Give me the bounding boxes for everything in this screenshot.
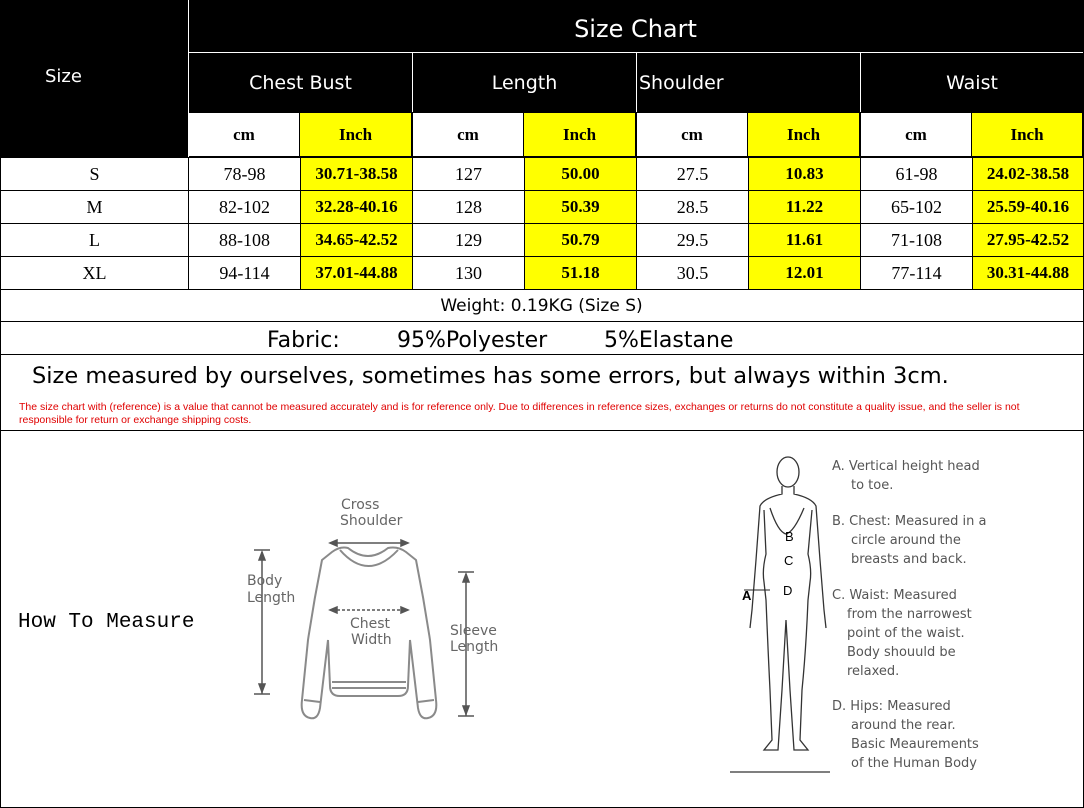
cm-cell: 77-114 xyxy=(861,257,973,290)
table-row xyxy=(1,158,1084,191)
cm-cell: 94-114 xyxy=(189,257,301,290)
fabric-elastane: 5%Elastane xyxy=(604,328,734,353)
body-description-line: point of the waist. xyxy=(847,626,965,641)
marker-d: D xyxy=(783,583,793,598)
inch-cell: 11.61 xyxy=(749,224,861,257)
cm-cell: 27.5 xyxy=(637,158,749,191)
table-row xyxy=(1,191,1084,224)
body-description-line: of the Human Body xyxy=(851,756,977,771)
inch-cell: 27.95-42.52 xyxy=(973,224,1084,257)
inch-cell: 24.02-38.58 xyxy=(973,158,1084,191)
body-length-label-2: Length xyxy=(247,590,296,606)
how-to-measure-title: How To Measure xyxy=(18,611,195,634)
marker-c: C xyxy=(784,553,794,568)
cm-cell: 127 xyxy=(413,158,525,191)
body-description-line: Body shouuld be xyxy=(847,645,956,660)
inch-cell: 51.18 xyxy=(525,257,637,290)
cm-cell: 82-102 xyxy=(189,191,301,224)
inch-cell: 30.71-38.58 xyxy=(301,158,413,191)
body-description-line: B. Chest: Measured in a xyxy=(832,514,987,529)
inch-cell: 50.79 xyxy=(525,224,637,257)
body-description-line: circle around the xyxy=(851,533,961,548)
cm-cell: 29.5 xyxy=(637,224,749,257)
weight-note: Weight: 0.19KG (Size S) xyxy=(440,296,643,316)
size-table xyxy=(0,157,1084,290)
body-description-line: Basic Meaurements xyxy=(851,737,979,752)
cross-shoulder-label-1: Cross xyxy=(341,497,380,513)
inch-cell: 34.65-42.52 xyxy=(301,224,413,257)
body-description-line: C. Waist: Measured xyxy=(832,588,957,603)
size-cell: S xyxy=(1,158,189,191)
inch-cell: 30.31-44.88 xyxy=(973,257,1084,290)
body-description-line: from the narrowest xyxy=(847,607,972,622)
body-length-label-1: Body xyxy=(247,573,283,589)
cm-cell: 88-108 xyxy=(189,224,301,257)
cm-cell: 28.5 xyxy=(637,191,749,224)
table-row xyxy=(1,224,1084,257)
cm-cell: 78-98 xyxy=(189,158,301,191)
disclaimer: The size chart with (reference) is a value that cannot be measured accurately and is for reference only. Due to differences in reference sizes, exchanges or returns do not constitute a quality issue, and the seller is not responsible for return or exchange shipping costs. xyxy=(19,401,1020,426)
divider xyxy=(0,354,1083,355)
inch-cell: 50.00 xyxy=(525,158,637,191)
cm-cell: 130 xyxy=(413,257,525,290)
inch-cell: 12.01 xyxy=(749,257,861,290)
marker-b: B xyxy=(785,529,794,544)
size-header-cell xyxy=(0,0,188,157)
group-waist: Waist xyxy=(946,71,998,94)
unit-waist-cm: cm xyxy=(861,113,971,156)
inch-cell: 32.28-40.16 xyxy=(301,191,413,224)
unit-chest-inch: Inch xyxy=(300,113,411,156)
cm-cell: 61-98 xyxy=(861,158,973,191)
garment-hem xyxy=(332,682,406,688)
inch-cell: 25.59-40.16 xyxy=(973,191,1084,224)
garment-neckline xyxy=(340,550,398,566)
unit-shoulder-inch: Inch xyxy=(748,113,859,156)
group-chest-bust: Chest Bust xyxy=(249,71,352,94)
body-description-line: A. Vertical height head xyxy=(832,459,980,474)
chest-width-label-2: Width xyxy=(351,632,392,648)
chart-title: Size Chart xyxy=(574,15,697,43)
cm-cell: 128 xyxy=(413,191,525,224)
size-column-label: Size xyxy=(45,66,82,87)
body-head xyxy=(777,457,799,487)
human-body-diagram xyxy=(730,450,830,776)
divider xyxy=(0,321,1083,322)
inch-cell: 50.39 xyxy=(525,191,637,224)
divider xyxy=(0,430,1083,431)
size-cell: L xyxy=(1,224,189,257)
size-cell: M xyxy=(1,191,189,224)
group-length: Length xyxy=(491,71,558,94)
unit-length-cm: cm xyxy=(413,113,523,156)
sleeve-length-label-1: Sleeve xyxy=(450,623,497,639)
inch-cell: 37.01-44.88 xyxy=(301,257,413,290)
cm-cell: 129 xyxy=(413,224,525,257)
body-description-line: relaxed. xyxy=(847,664,900,679)
garment-cuff xyxy=(304,700,434,702)
body-description-line: breasts and back. xyxy=(851,552,967,567)
unit-shoulder-cm: cm xyxy=(637,113,747,156)
unit-waist-inch: Inch xyxy=(972,113,1082,156)
cm-cell: 30.5 xyxy=(637,257,749,290)
measure-note: Size measured by ourselves, sometimes has some errors, but always within 3cm. xyxy=(32,363,949,389)
body-description-line: around the rear. xyxy=(851,718,956,733)
inch-cell: 10.83 xyxy=(749,158,861,191)
marker-a: A xyxy=(742,588,752,603)
unit-chest-cm: cm xyxy=(189,113,299,156)
cm-cell: 71-108 xyxy=(861,224,973,257)
fabric-polyester: 95%Polyester xyxy=(397,328,548,353)
chest-width-label-1: Chest xyxy=(350,616,391,632)
divider xyxy=(0,289,1083,290)
table-row xyxy=(1,257,1084,290)
body-description-line: D. Hips: Measured xyxy=(832,699,951,714)
size-cell: XL xyxy=(1,257,189,290)
fabric-label: Fabric: xyxy=(267,328,340,353)
unit-length-inch: Inch xyxy=(524,113,635,156)
body-description-line: to toe. xyxy=(851,478,894,493)
inch-cell: 11.22 xyxy=(749,191,861,224)
cross-shoulder-label-2: Shoulder xyxy=(340,513,403,529)
body-outline xyxy=(750,486,826,750)
sleeve-length-label-2: Length xyxy=(450,639,499,655)
cm-cell: 65-102 xyxy=(861,191,973,224)
group-shoulder: Shoulder xyxy=(639,71,724,94)
